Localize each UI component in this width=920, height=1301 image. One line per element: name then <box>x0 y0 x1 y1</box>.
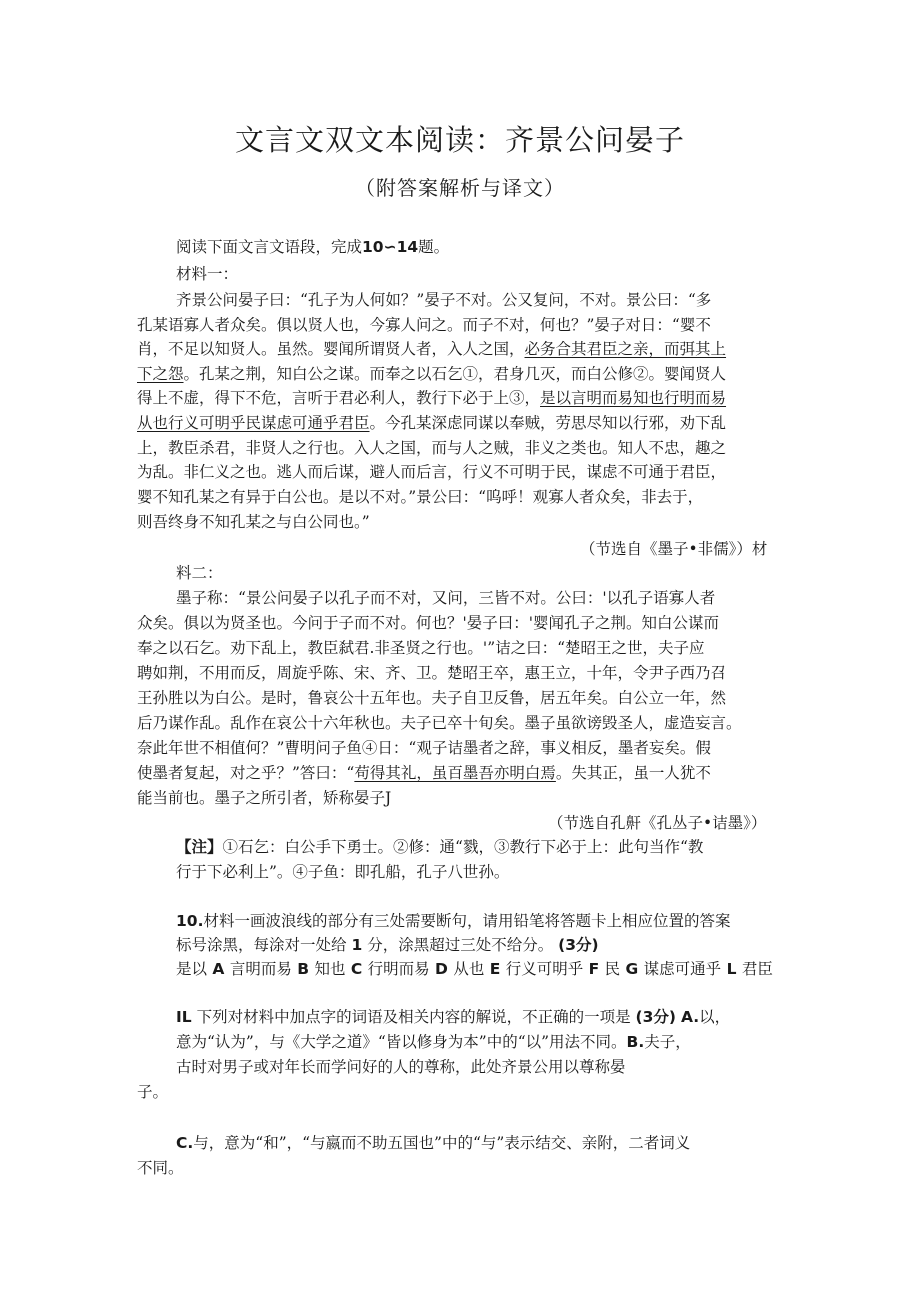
material1-line: 得上不虚，得下不危，言听于君必利人，教行下必于上③，是以言明而易知也行明而易 <box>137 389 727 407</box>
material1-line: 从也行义可明乎民谋虑可通乎君臣。今孔某深虑同谋以奉贼，劳思尽知以行邪，劝下乱 <box>137 414 727 432</box>
wavy-underlined-text: 是以言明而易知也行明而易 <box>540 389 727 407</box>
option-text: 从也 <box>453 960 485 978</box>
material2-line: 奈此年世不相值何？”曹明问子鱼④日：“观子诘墨者之辞，事义相反，墨者妄矣。假 <box>137 739 711 757</box>
question-10-line: 标号涂黑，每涂对一处给 1 分，涂黑超过三处不给分。 (3分) <box>176 936 599 954</box>
option-key: F <box>583 960 605 978</box>
option-key: L <box>721 960 742 978</box>
option-text: 民 <box>604 960 621 978</box>
option-key: A <box>207 960 230 978</box>
material1-source: （节选自《墨子•非儒》）材 <box>580 540 768 558</box>
question-10-line: 10.材料一画波浪线的部分有三处需要断句，请用铅笔将答题卡上相应位置的答案 <box>176 912 731 930</box>
material1-line: 婴不知孔某之有异于白公也。是以不对。”景公曰：“呜呼！观寡人者众矣，非去于， <box>137 488 704 506</box>
question-10-options <box>176 958 773 980</box>
option-text: 行明而易 <box>367 960 430 978</box>
material2-line: 后乃谋作乱。乱作在哀公十六年秋也。夫子已卒十旬矣。墨子虽欲谤毁圣人，虚造妄言。 <box>137 714 742 732</box>
option-key: D <box>429 960 454 978</box>
material1-line: 齐景公问晏子曰：“孔子为人何如？”晏子不对。公又复问，不对。景公曰：“多 <box>176 291 712 309</box>
question-11-option-c: C.与，意为“和”，“与嬴而不助五国也”中的“与”表示结交、亲附，二者词义 <box>176 1134 691 1152</box>
question-11-line: 意为“认为”，与《大学之道》“皆以修身为本”中的“以”用法不同。B.夫子， <box>176 1033 691 1051</box>
wavy-underlined-text: 从也行义可明乎民谋虑可通乎君臣 <box>137 414 370 432</box>
note-line: 【注】①石乞：白公手下勇士。②修：通“戮，③教行下必于上：此句当作“教 <box>176 838 704 856</box>
option-key: C <box>345 960 368 978</box>
underlined-text: 必务合其君臣之亲，而弭其上 <box>524 340 727 358</box>
note-line: 行于下必利上”。④子鱼：即孔船，孔子八世孙。 <box>176 863 510 881</box>
option-text: 知也 <box>314 960 346 978</box>
material1-line: 上，教臣杀君，非贤人之行也。入人之国，而与人之贼，非义之类也。知人不忠，趣之 <box>137 439 727 457</box>
option-key: B <box>291 960 315 978</box>
material1-line: 下之怨。孔某之荆，知白公之谋。而奉之以石乞①，君身几灭，而白公修②。婴闻贤人 <box>137 365 727 383</box>
material2-line: 使墨者复起，对之乎？”答曰：“苟得其礼，虽百墨吾亦明白焉。失其正，虽一人犹不 <box>137 764 711 782</box>
material1-line: 孔某语寡人者众矣。俱以贤人也，今寡人问之。而子不对，何也？”晏子对日：“婴不 <box>137 316 711 334</box>
material2-line: 奉之以石乞。劝下乱上，教臣弑君.非圣贤之行也。'”诘之曰：“楚昭王之世，夫子应 <box>137 639 705 657</box>
material2-line: 王孙胜以为白公。是时，鲁哀公十五年也。夫子自卫反鲁，居五年矣。白公立一年，然 <box>137 689 727 707</box>
material2-line: 墨子称：“景公问晏子以孔子而不对，又问，三皆不对。公曰：'以孔子语寡人者 <box>176 589 716 607</box>
option-text: 谋虑可通乎 <box>643 960 722 978</box>
option-key: E <box>484 960 506 978</box>
instruction-line: 阅读下面文言文语段，完成10∽14题。 <box>176 238 450 256</box>
option-text: 君臣 <box>741 960 773 978</box>
option-text: 行义可明乎 <box>505 960 584 978</box>
material1-line: 为乱。非仁义之也。逃人而后谋，避人而后言，行义不可明于民，谋虑不可通于君臣， <box>137 463 727 481</box>
page-title: 文言文双文本阅读：齐景公问晏子 <box>234 123 685 157</box>
material2-line: 聘如荆，不用而反，周旋乎陈、宋、齐、卫。楚昭王卒，惠王立，十年，令尹子西乃召 <box>137 664 727 682</box>
question-11-line: 子。 <box>137 1083 169 1101</box>
option-text: 是以 <box>176 960 208 978</box>
question-11-line: 古时对男子或对年长而学问好的人的尊称，此处齐景公用以尊称晏 <box>176 1058 626 1076</box>
option-key: G <box>620 960 644 978</box>
underlined-text: 苟得其礼，虽百墨吾亦明白焉 <box>354 764 556 782</box>
material1-line: 则吾终身不知孔某之与白公同也。” <box>137 513 370 531</box>
question-11-option-c: 不同。 <box>137 1159 184 1177</box>
material2-source: （节选自孔鼾《孔丛子•诘墨》） <box>548 814 767 832</box>
page-subtitle: （附答案解析与译文） <box>355 176 565 200</box>
material1-label: 材料一： <box>176 265 239 283</box>
material2-line: 能当前也。墨子之所引者，矫称晏子J <box>137 789 392 807</box>
option-text: 言明而易 <box>229 960 292 978</box>
question-11-line: IL 下列对材料中加点字的词语及相关内容的解说，不正确的一项是 (3分) A.以， <box>176 1008 731 1026</box>
underlined-text: 下之怨 <box>137 365 184 383</box>
material2-line: 众矣。俱以为贤圣也。今问于子而不对。何也？'晏子曰：'婴闻孔子之荆。知白公谋而 <box>137 614 720 632</box>
material1-line: 肖，不足以知贤人。虽然。婴闻所谓贤人者，入人之国，必务合其君臣之亲，而弭其上 <box>137 340 727 358</box>
material2-label: 料二： <box>176 564 223 582</box>
